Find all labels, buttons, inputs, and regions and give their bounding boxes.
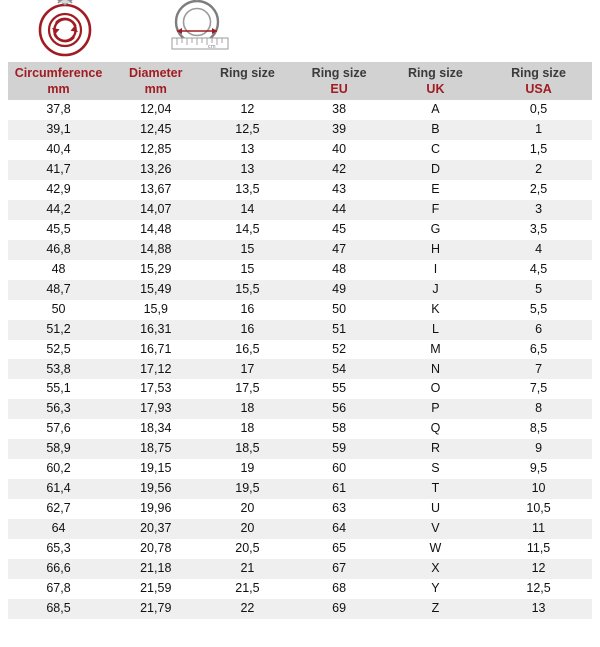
table-row	[8, 320, 592, 340]
cell-ring-size-eu: 59	[332, 441, 347, 456]
cell-ring-size-uk: J	[432, 281, 439, 296]
cell-ring-size-usa: 11	[532, 521, 546, 536]
cell-ring-size-eu: 43	[332, 182, 347, 197]
cell-diameter-mm: 18,34	[140, 421, 172, 436]
cell-ring-size-usa: 0,5	[529, 102, 548, 117]
cell-ring-size-uk: R	[430, 441, 440, 456]
cell-ring-size: 14	[240, 202, 255, 217]
cell-ring-size-usa: 1,5	[529, 142, 548, 157]
cell-circumference-mm: 56,3	[46, 401, 71, 416]
cell-ring-size: 12,5	[235, 122, 260, 137]
cell-diameter-mm: 14,07	[140, 202, 172, 217]
cell-diameter-mm: 15,49	[140, 281, 172, 296]
cell-circumference-mm: 58,9	[46, 441, 71, 456]
cell-circumference-mm: 46,8	[46, 241, 71, 256]
cell-diameter-mm: 13,67	[140, 182, 172, 197]
cell-circumference-mm: 53,8	[46, 361, 71, 376]
cell-diameter-mm: 21,79	[140, 600, 172, 615]
column-header-diameter-unit: mm	[144, 81, 167, 96]
cell-circumference-mm: 41,7	[46, 162, 71, 177]
cell-ring-size-usa: 2	[535, 162, 543, 177]
cell-ring-size-eu: 68	[332, 580, 347, 595]
table-row	[8, 539, 592, 559]
cell-diameter-mm: 21,18	[140, 560, 172, 575]
cell-ring-size-eu: 39	[332, 122, 347, 137]
column-header-ringsize-uk	[386, 62, 485, 100]
cell-ring-size: 18	[240, 421, 255, 436]
cell-ring-size-uk: P	[431, 401, 440, 416]
cell-ring-size: 15	[240, 241, 255, 256]
cell-diameter-mm: 13,26	[140, 162, 172, 177]
cell-diameter-mm: 15,29	[140, 261, 172, 276]
cell-circumference-mm: 67,8	[46, 580, 71, 595]
column-header-ringsize-uk-sub: UK	[426, 81, 445, 96]
cell-ring-size-eu: 69	[332, 600, 347, 615]
cell-ring-size-eu: 61	[332, 481, 347, 496]
cell-ring-size-uk: K	[431, 301, 440, 316]
cell-ring-size-eu: 48	[332, 261, 347, 276]
ring-size-table	[8, 62, 592, 619]
cell-ring-size-usa: 11,5	[526, 540, 551, 555]
cell-ring-size-uk: S	[431, 461, 440, 476]
cell-circumference-mm: 40,4	[46, 142, 71, 157]
cell-ring-size-usa: 9,5	[529, 461, 548, 476]
header-row	[8, 62, 592, 100]
table-row	[8, 419, 592, 439]
cell-ring-size-usa: 2,5	[529, 182, 548, 197]
cell-diameter-mm: 17,93	[140, 401, 172, 416]
cell-ring-size: 12	[240, 102, 255, 117]
table-row	[8, 340, 592, 360]
cell-circumference-mm: 52,5	[46, 341, 71, 356]
column-header-ringsize	[202, 62, 292, 100]
cell-ring-size-eu: 54	[332, 361, 347, 376]
cell-ring-size-eu: 58	[332, 421, 347, 436]
cell-ring-size-eu: 38	[332, 102, 347, 117]
cell-diameter-mm: 19,96	[140, 501, 172, 516]
cell-ring-size: 20	[240, 501, 255, 516]
table-row	[8, 100, 592, 120]
measurement-icons	[0, 0, 600, 62]
cell-circumference-mm: 55,1	[46, 381, 71, 396]
cell-ring-size: 18,5	[235, 441, 260, 456]
cell-ring-size-uk: T	[431, 481, 440, 496]
cell-circumference-mm: 68,5	[46, 600, 71, 615]
cell-ring-size-eu: 50	[332, 301, 347, 316]
column-header-circumference-title: Circumference	[14, 66, 103, 80]
cell-ring-size: 13,5	[235, 182, 260, 197]
table-row	[8, 140, 592, 160]
table-header	[8, 62, 592, 100]
table-row	[8, 479, 592, 499]
cell-ring-size-uk: B	[431, 122, 440, 137]
cell-ring-size: 19,5	[235, 481, 260, 496]
table-row	[8, 280, 592, 300]
cell-ring-size-usa: 8	[535, 401, 543, 416]
column-header-ringsize-usa-sub: USA	[525, 81, 552, 96]
cell-ring-size: 18	[240, 401, 255, 416]
cell-ring-size-uk: N	[430, 361, 440, 376]
cell-ring-size-uk: O	[430, 381, 441, 396]
cell-ring-size-eu: 63	[332, 501, 347, 516]
table-row	[8, 359, 592, 379]
cell-ring-size-eu: 40	[332, 142, 347, 157]
cell-circumference-mm: 64	[51, 521, 66, 536]
table-row	[8, 300, 592, 320]
cell-diameter-mm: 16,31	[140, 321, 172, 336]
column-header-ringsize-eu	[292, 62, 385, 100]
column-header-diameter	[109, 62, 202, 100]
cell-diameter-mm: 18,75	[140, 441, 172, 456]
cell-ring-size-usa: 4,5	[529, 261, 548, 276]
cell-ring-size: 13	[240, 142, 255, 157]
cell-circumference-mm: 51,2	[46, 321, 71, 336]
cell-ring-size-uk: Z	[431, 600, 440, 615]
cell-ring-size: 21	[240, 560, 255, 575]
column-header-circumference	[8, 62, 109, 100]
cell-ring-size-eu: 51	[332, 321, 347, 336]
cell-diameter-mm: 17,53	[140, 381, 172, 396]
cell-ring-size: 15	[240, 261, 255, 276]
cell-ring-size-uk: W	[429, 540, 442, 555]
cell-ring-size-eu: 42	[332, 162, 347, 177]
table-row	[8, 160, 592, 180]
cell-ring-size-uk: U	[430, 501, 440, 516]
cell-ring-size-eu: 47	[332, 241, 347, 256]
cell-ring-size-uk: V	[431, 521, 440, 536]
table-row	[8, 559, 592, 579]
cell-ring-size-eu: 67	[332, 560, 347, 575]
cell-circumference-mm: 66,6	[46, 560, 71, 575]
cell-diameter-mm: 16,71	[140, 341, 172, 356]
cell-ring-size-usa: 12	[531, 560, 546, 575]
column-header-ringsize-uk-title: Ring size	[408, 66, 463, 80]
cell-ring-size: 21,5	[235, 580, 260, 595]
cell-ring-size-uk: E	[431, 182, 440, 197]
cell-ring-size-eu: 55	[332, 381, 347, 396]
column-header-ringsize-eu-sub: EU	[330, 81, 348, 96]
cell-ring-size-usa: 5	[535, 281, 543, 296]
cell-ring-size-usa: 12,5	[526, 580, 551, 595]
cell-ring-size-eu: 52	[332, 341, 347, 356]
cell-circumference-mm: 62,7	[46, 501, 71, 516]
column-header-diameter-title: Diameter	[129, 66, 183, 80]
cell-ring-size: 14,5	[235, 221, 260, 236]
table-row	[8, 499, 592, 519]
cell-diameter-mm: 21,59	[140, 580, 172, 595]
cell-diameter-mm: 15,9	[143, 301, 168, 316]
cell-ring-size-eu: 56	[332, 401, 347, 416]
cell-circumference-mm: 37,8	[46, 102, 71, 117]
cell-ring-size-usa: 10	[531, 481, 546, 496]
table-body	[8, 100, 592, 618]
table-row	[8, 260, 592, 280]
cell-ring-size: 20	[240, 521, 255, 536]
cell-circumference-mm: 48,7	[46, 281, 71, 296]
cell-ring-size-uk: Q	[430, 421, 441, 436]
cell-ring-size-uk: H	[430, 241, 440, 256]
cell-diameter-mm: 19,15	[140, 461, 172, 476]
cell-ring-size: 19	[240, 461, 255, 476]
cell-ring-size-usa: 5,5	[529, 301, 548, 316]
cell-diameter-mm: 12,04	[140, 102, 172, 117]
cell-ring-size-usa: 6	[535, 321, 543, 336]
ring-circumference-icon	[22, 0, 108, 58]
column-header-ringsize-usa-title: Ring size	[511, 66, 566, 80]
cell-ring-size: 16	[240, 301, 255, 316]
cell-ring-size-uk: D	[430, 162, 440, 177]
cell-circumference-mm: 60,2	[46, 461, 71, 476]
cell-ring-size-uk: C	[430, 142, 440, 157]
table-row	[8, 180, 592, 200]
cell-ring-size-eu: 65	[332, 540, 347, 555]
cell-ring-size-usa: 7,5	[529, 381, 548, 396]
cell-diameter-mm: 14,88	[140, 241, 172, 256]
cell-ring-size-uk: M	[430, 341, 441, 356]
cell-circumference-mm: 44,2	[46, 202, 71, 217]
table-row	[8, 379, 592, 399]
column-header-circumference-unit: mm	[47, 81, 70, 96]
cell-circumference-mm: 50	[51, 301, 66, 316]
cell-ring-size-uk: L	[431, 321, 439, 336]
cell-ring-size-usa: 13	[531, 600, 546, 615]
cell-diameter-mm: 20,78	[140, 540, 172, 555]
cell-diameter-mm: 17,12	[140, 361, 172, 376]
cell-circumference-mm: 61,4	[46, 481, 71, 496]
cell-ring-size-uk: G	[430, 221, 441, 236]
cell-ring-size-eu: 64	[332, 521, 347, 536]
cell-diameter-mm: 19,56	[140, 481, 172, 496]
cell-ring-size-usa: 9	[535, 441, 543, 456]
cell-ring-size-usa: 8,5	[529, 421, 548, 436]
table-row	[8, 220, 592, 240]
cell-circumference-mm: 39,1	[46, 122, 71, 137]
column-header-ringsize-eu-title: Ring size	[311, 66, 367, 80]
cell-ring-size-eu: 44	[332, 202, 347, 217]
cell-ring-size-eu: 45	[332, 221, 347, 236]
cell-diameter-mm: 14,48	[140, 221, 172, 236]
cell-diameter-mm: 12,45	[140, 122, 172, 137]
table-row	[8, 399, 592, 419]
cell-circumference-mm: 57,6	[46, 421, 71, 436]
table-row	[8, 459, 592, 479]
cell-ring-size-usa: 3,5	[529, 221, 548, 236]
cell-ring-size-usa: 1	[535, 122, 543, 137]
cell-ring-size-usa: 4	[535, 241, 543, 256]
table-row	[8, 599, 592, 619]
cell-diameter-mm: 12,85	[140, 142, 172, 157]
cell-ring-size: 13	[240, 162, 255, 177]
table-row	[8, 579, 592, 599]
table-row	[8, 200, 592, 220]
column-header-ringsize-title: Ring size	[219, 66, 275, 80]
cell-ring-size: 17	[240, 361, 255, 376]
cell-ring-size-uk: F	[431, 202, 440, 217]
cell-ring-size-usa: 7	[535, 361, 543, 376]
svg-text:cm: cm	[208, 44, 216, 50]
cell-diameter-mm: 20,37	[140, 521, 172, 536]
cell-ring-size-usa: 3	[535, 202, 543, 217]
cell-ring-size: 16	[240, 321, 255, 336]
cell-ring-size-eu: 60	[332, 461, 347, 476]
cell-ring-size: 17,5	[235, 381, 260, 396]
table-row	[8, 120, 592, 140]
cell-ring-size: 22	[240, 600, 255, 615]
cell-ring-size: 16,5	[235, 341, 260, 356]
table-row	[8, 439, 592, 459]
cell-circumference-mm: 65,3	[46, 540, 71, 555]
cell-circumference-mm: 45,5	[46, 221, 71, 236]
cell-ring-size: 20,5	[235, 540, 260, 555]
cell-ring-size-eu: 49	[332, 281, 347, 296]
cell-ring-size-uk: X	[431, 560, 440, 575]
cell-ring-size-uk: A	[431, 102, 440, 117]
cell-ring-size-uk: I	[433, 261, 438, 276]
ring-diameter-ruler-icon	[152, 0, 238, 58]
cell-ring-size-usa: 10,5	[526, 501, 551, 516]
cell-ring-size-uk: Y	[431, 580, 440, 595]
cell-ring-size: 15,5	[235, 281, 260, 296]
column-header-ringsize-usa	[485, 62, 592, 100]
cell-circumference-mm: 48	[51, 261, 66, 276]
table-row	[8, 519, 592, 539]
table-row	[8, 240, 592, 260]
cell-ring-size-usa: 6,5	[529, 341, 548, 356]
cell-circumference-mm: 42,9	[46, 182, 71, 197]
